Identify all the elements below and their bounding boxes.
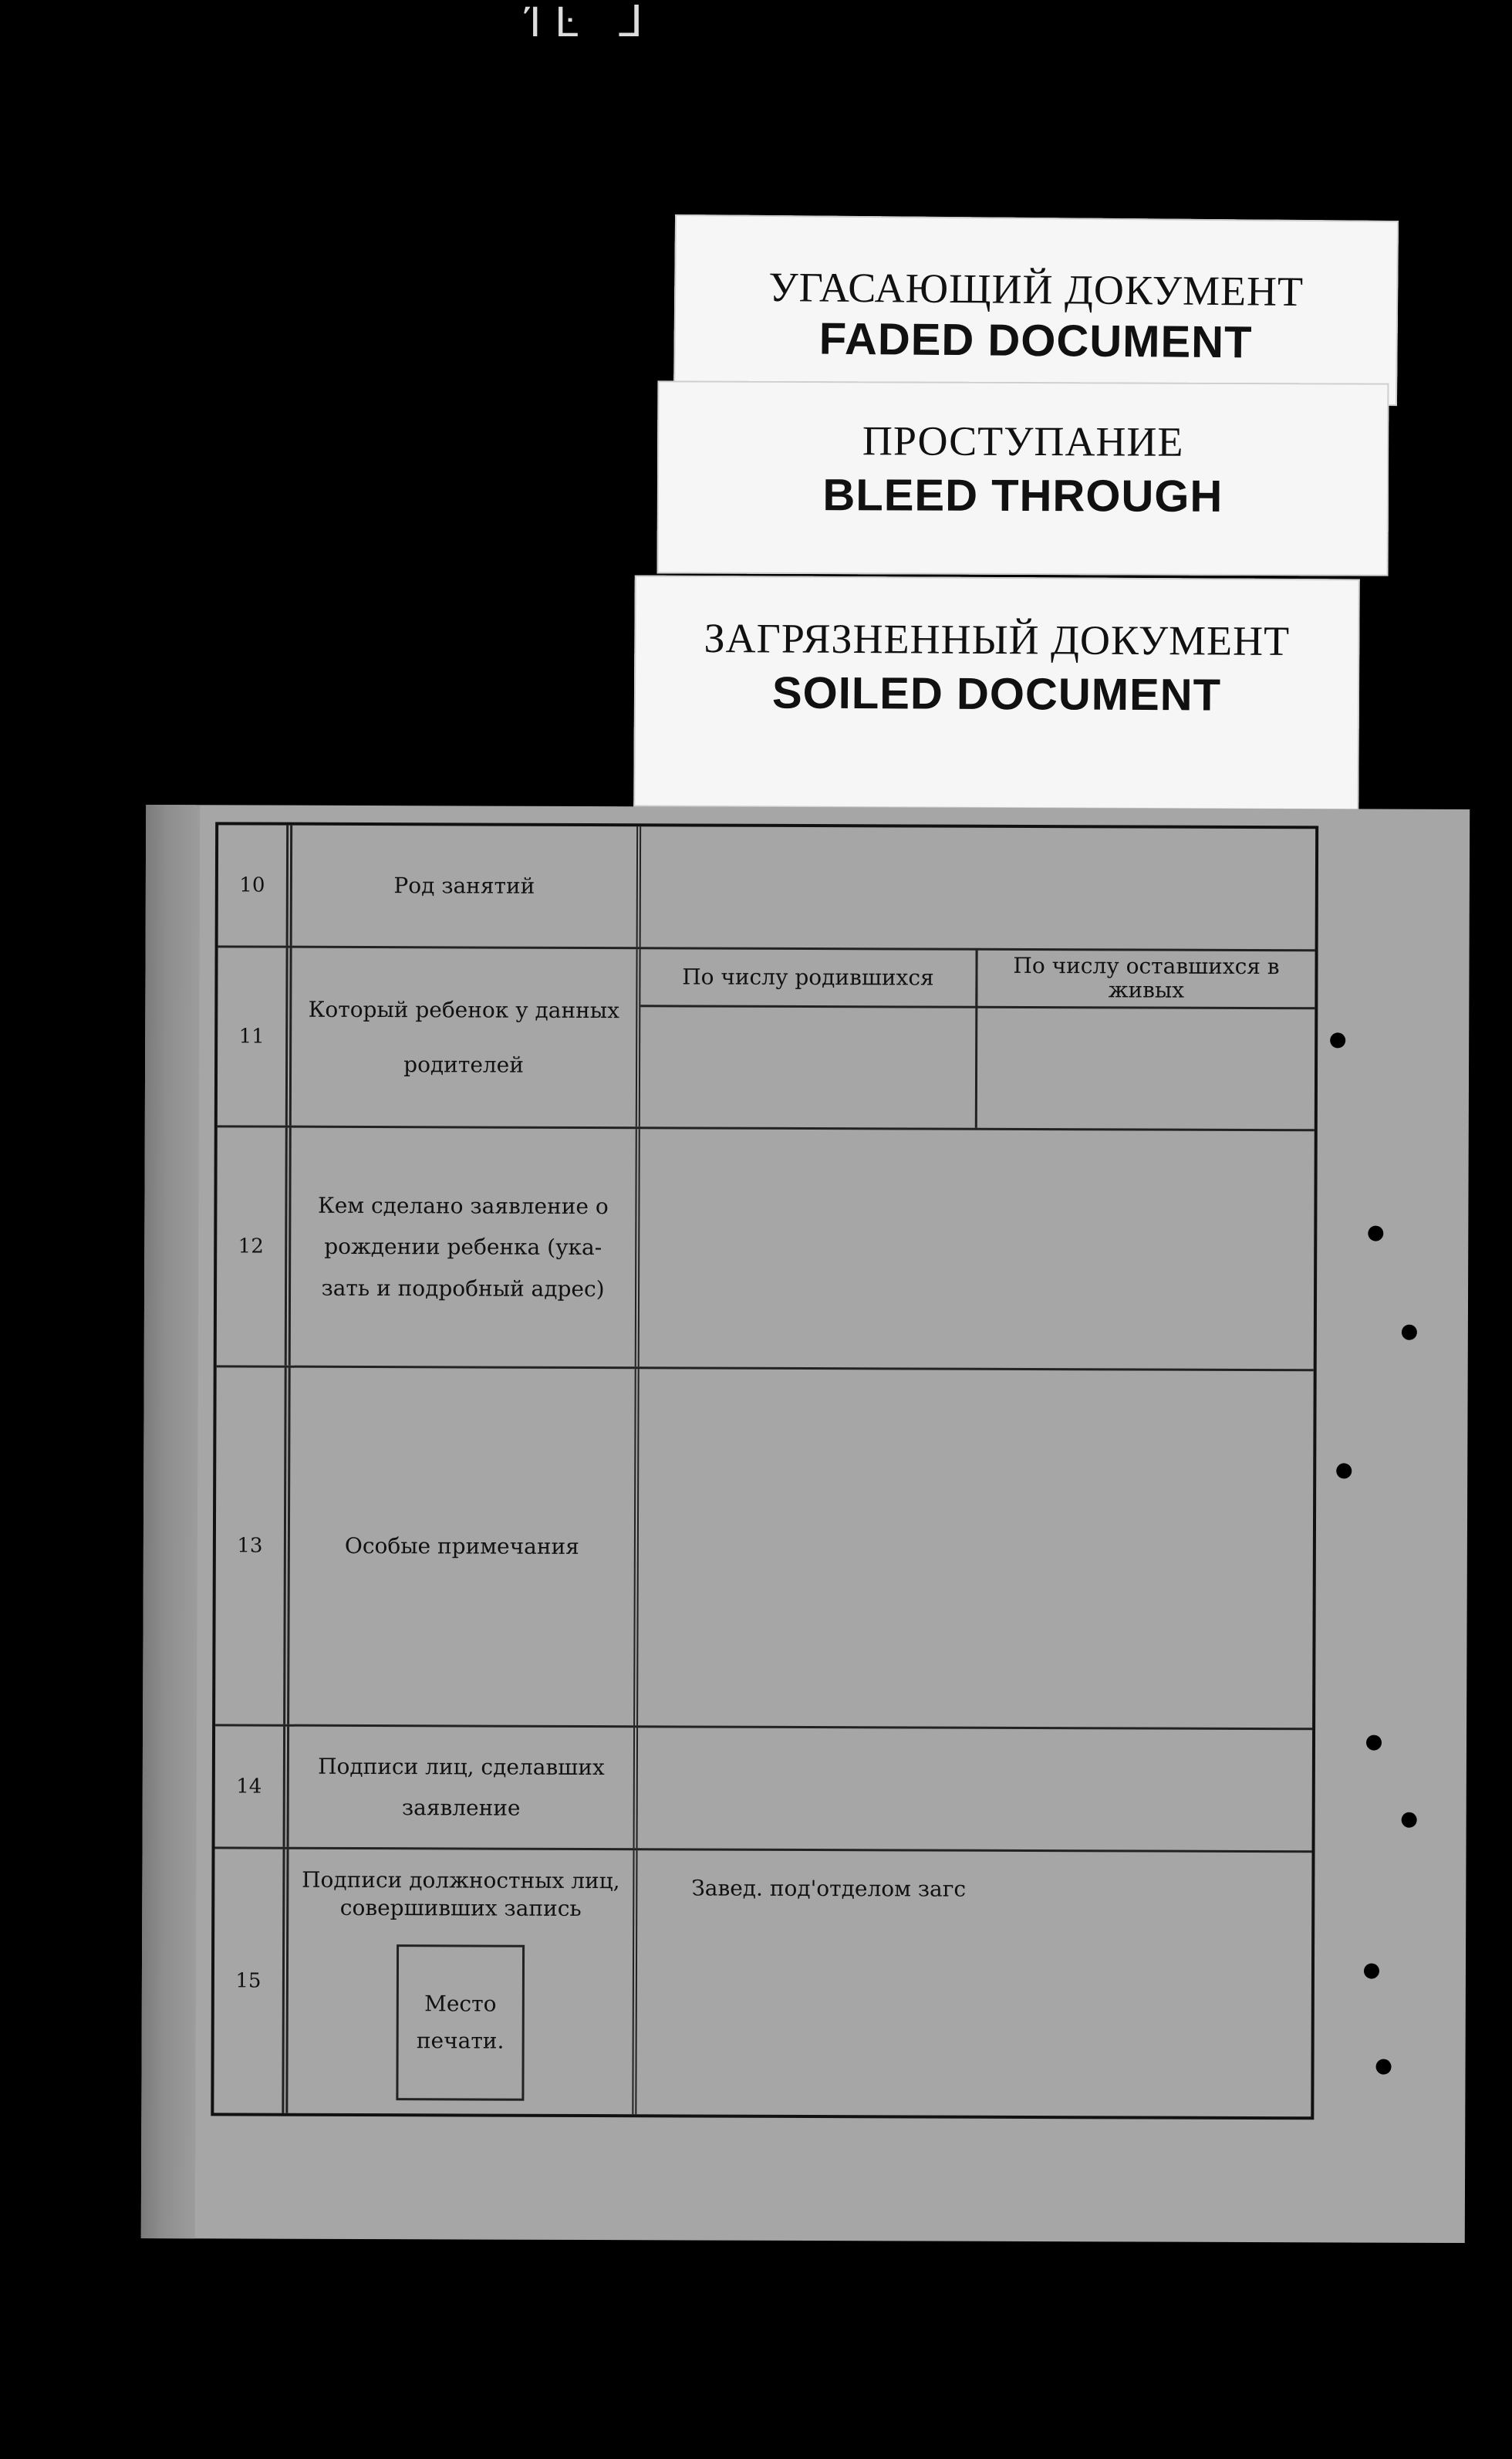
tag-label-en: BLEED THROUGH <box>822 470 1223 522</box>
row-official-signatures <box>214 1849 1311 2116</box>
row-number: 11 <box>218 947 292 1125</box>
row-number: 15 <box>214 1849 289 2113</box>
label-text-line: совершивших запись <box>339 1895 582 1922</box>
tag-label-ru: ЗАГРЯЗНЕННЫЙ ДОКУМЕНТ <box>704 615 1291 664</box>
label-text-line: родителей <box>403 1052 525 1078</box>
row-label <box>292 826 642 947</box>
row-declarant <box>217 1127 1315 1371</box>
row-declarant-signatures <box>215 1726 1313 1853</box>
col-header: По числу родившихся <box>682 964 934 991</box>
row-value <box>638 1728 1313 1850</box>
row-value <box>641 826 1316 949</box>
punch-hole <box>1368 1226 1383 1241</box>
tag-label-en: FADED DOCUMENT <box>818 313 1253 368</box>
archive-frame-mark: ΊĿ ⅃ <box>525 0 657 46</box>
tag-label-ru: УГАСАЮЩИЙ ДОКУМЕНТ <box>768 263 1304 316</box>
stamp-label-line: печати. <box>416 2028 505 2054</box>
row-value <box>640 1129 1315 1369</box>
stamp-label-line: Место <box>424 1991 497 2017</box>
row-label <box>291 1128 640 1367</box>
label-text-line: заявление <box>401 1795 521 1821</box>
label-text-line: зать и подробный адрес) <box>321 1275 605 1302</box>
label-text: Род занятий <box>393 873 535 900</box>
row-label <box>289 1368 640 1726</box>
label-text-line: рождении ребенка (ука- <box>324 1234 602 1261</box>
punch-hole <box>1336 1463 1352 1478</box>
soiled-document-tag <box>633 576 1360 811</box>
punch-hole <box>1402 1812 1417 1828</box>
col-by-born <box>640 949 977 1008</box>
row-number: 14 <box>215 1726 290 1846</box>
stamp-place-box <box>396 1944 525 2101</box>
punch-hole <box>1364 1964 1379 1979</box>
punch-hole <box>1366 1735 1382 1751</box>
row-notes <box>215 1367 1314 1730</box>
bleed-through-tag <box>657 380 1389 576</box>
column-divider <box>975 951 978 1128</box>
label-text-line: Который ребенок у данных <box>308 996 619 1023</box>
faded-document-tag <box>673 214 1399 406</box>
row-value <box>636 1850 1311 2116</box>
row-number: 13 <box>215 1367 291 1724</box>
row-label <box>289 1727 639 1849</box>
col-header: По числу оставшихся в живых <box>1013 953 1280 1003</box>
label-text: Особые примечания <box>344 1533 579 1560</box>
page-binding-edge <box>141 805 200 2238</box>
register-page <box>141 805 1470 2243</box>
punch-hole <box>1402 1325 1417 1340</box>
punch-hole <box>1330 1032 1345 1048</box>
birth-record-form <box>211 822 1318 2120</box>
row-label <box>288 1849 637 2115</box>
row-value <box>638 1369 1314 1728</box>
row-number: 12 <box>217 1127 292 1365</box>
row-number: 10 <box>218 825 293 945</box>
tag-label-en: SOILED DOCUMENT <box>771 667 1222 721</box>
label-text-line: Подписи лиц, сделавших <box>318 1753 605 1780</box>
row-occupation <box>218 825 1316 951</box>
row-label <box>292 948 641 1127</box>
label-text-line: Подписи должностных лиц, <box>302 1866 620 1894</box>
tag-label-ru: ПРОСТУПАНИЕ <box>862 417 1184 465</box>
row-value <box>640 949 1315 1129</box>
row-child-order <box>218 947 1315 1131</box>
label-text-line: Кем сделано заявление о <box>318 1193 609 1220</box>
registrar-head-signature-label: Завед. под'отделом загс <box>691 1875 967 1902</box>
col-by-surviving <box>977 951 1315 1010</box>
punch-hole <box>1376 2059 1392 2075</box>
